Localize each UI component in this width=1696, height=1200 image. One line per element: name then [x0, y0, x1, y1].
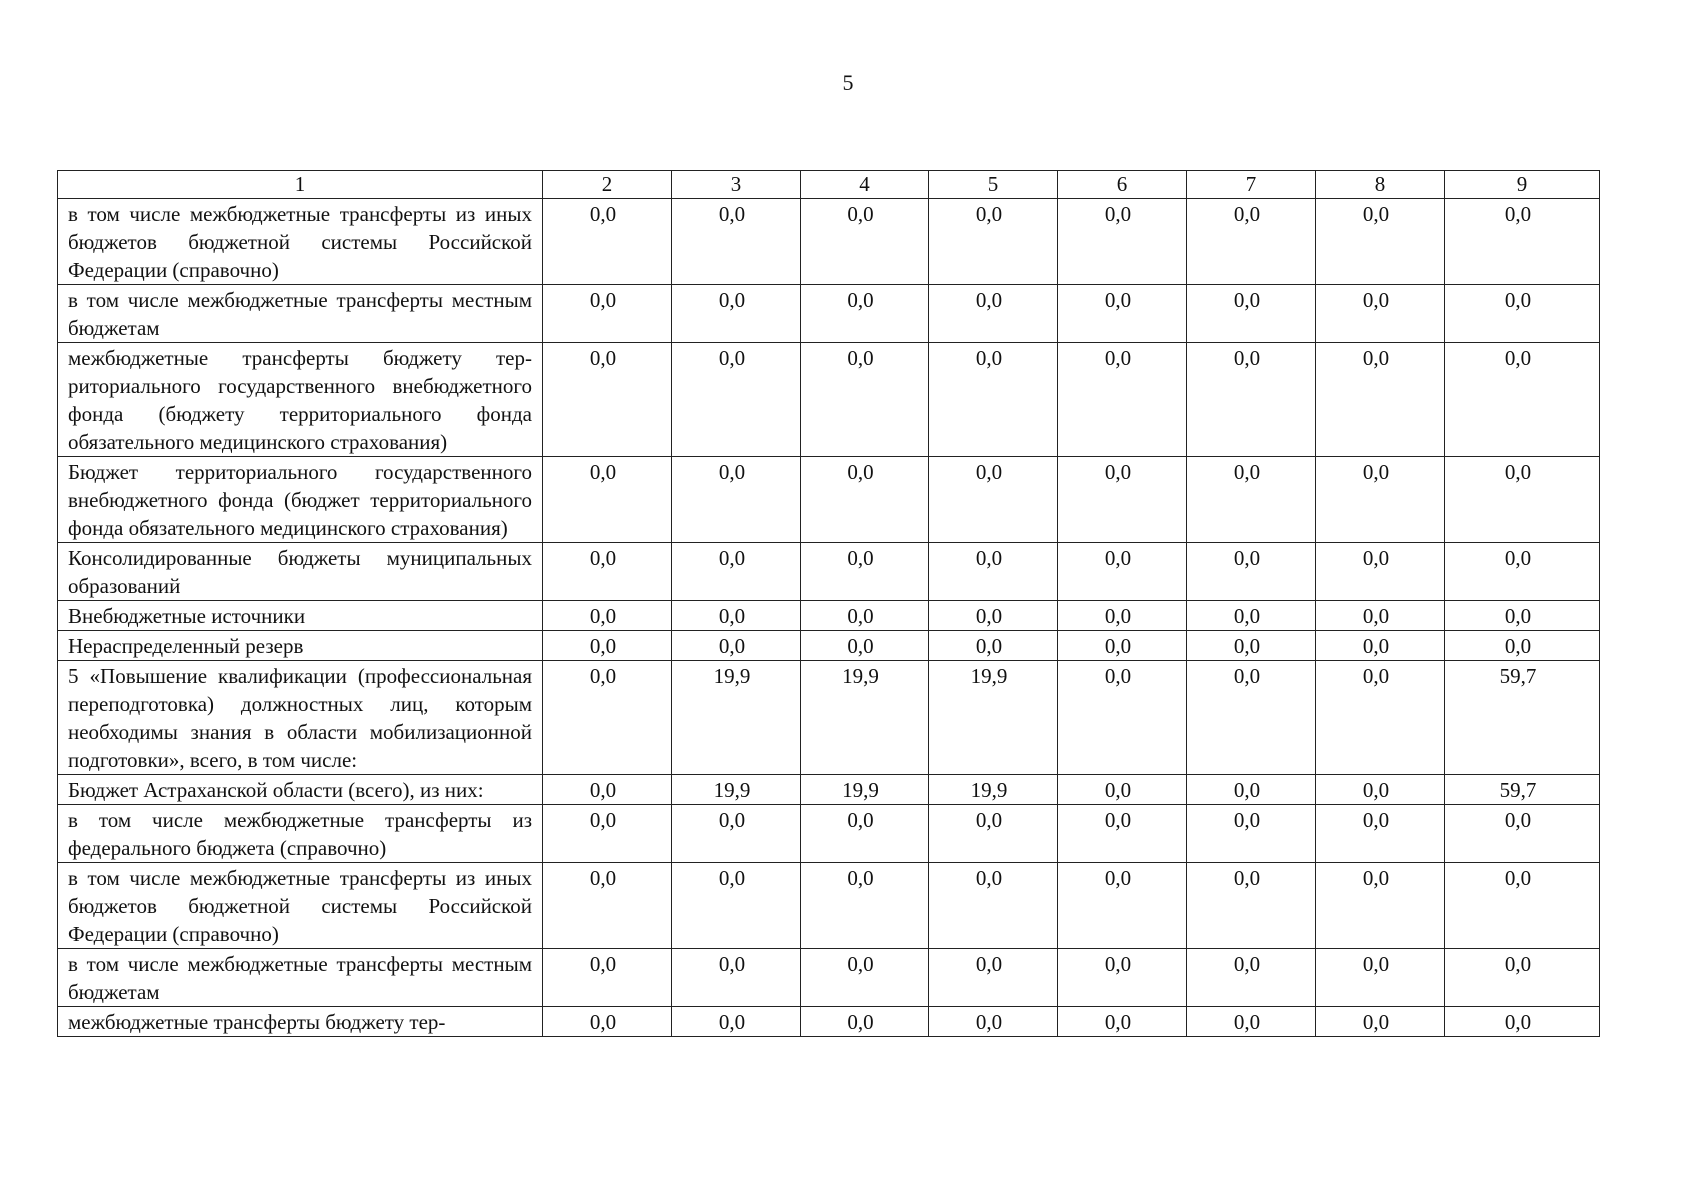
value-cell: 0,0 [1058, 601, 1187, 631]
value-cell: 0,0 [1445, 949, 1600, 1007]
row-label: Внебюджетные источники [58, 601, 543, 631]
value-cell: 0,0 [1187, 457, 1316, 543]
column-header: 8 [1316, 171, 1445, 199]
value-cell: 0,0 [672, 543, 801, 601]
value-cell: 0,0 [1316, 631, 1445, 661]
value-cell: 0,0 [672, 1007, 801, 1037]
value-cell: 0,0 [929, 949, 1058, 1007]
value-cell: 0,0 [1058, 805, 1187, 863]
value-cell: 0,0 [801, 805, 929, 863]
value-cell: 19,9 [801, 661, 929, 775]
value-cell: 0,0 [1187, 863, 1316, 949]
value-cell: 0,0 [929, 343, 1058, 457]
value-cell: 0,0 [929, 863, 1058, 949]
row-label: в том числе межбюджетные трансферты из иных бюджетов бюджетной системы Российской Федерации (справочно) [58, 863, 543, 949]
table-body [58, 199, 1600, 1037]
value-cell: 0,0 [543, 775, 672, 805]
value-cell: 0,0 [543, 631, 672, 661]
value-cell: 59,7 [1445, 661, 1600, 775]
value-cell: 0,0 [1058, 949, 1187, 1007]
page-number: 5 [842, 70, 854, 95]
value-cell: 0,0 [929, 1007, 1058, 1037]
value-cell: 0,0 [801, 343, 929, 457]
value-cell: 0,0 [1058, 775, 1187, 805]
value-cell: 0,0 [1058, 543, 1187, 601]
value-cell: 0,0 [1445, 601, 1600, 631]
value-cell: 0,0 [1445, 543, 1600, 601]
value-cell: 0,0 [672, 343, 801, 457]
value-cell: 0,0 [543, 199, 672, 285]
value-cell: 0,0 [801, 601, 929, 631]
column-header: 9 [1445, 171, 1600, 199]
value-cell: 0,0 [1316, 199, 1445, 285]
value-cell: 0,0 [672, 457, 801, 543]
value-cell: 0,0 [1187, 805, 1316, 863]
value-cell: 0,0 [929, 601, 1058, 631]
value-cell: 0,0 [672, 601, 801, 631]
row-label: межбюджетные трансферты бюджету тер- [58, 1007, 543, 1037]
value-cell: 0,0 [929, 457, 1058, 543]
row-label: Бюджет территориального государственного внебюджетного фонда (бюджет территориального фонда обязательного медицинского страхования) [58, 457, 543, 543]
value-cell: 59,7 [1445, 775, 1600, 805]
value-cell: 0,0 [543, 661, 672, 775]
value-cell: 0,0 [801, 863, 929, 949]
value-cell: 0,0 [672, 949, 801, 1007]
value-cell: 19,9 [929, 661, 1058, 775]
table-row [58, 199, 1600, 285]
table-row [58, 601, 1600, 631]
value-cell: 0,0 [1316, 661, 1445, 775]
value-cell: 0,0 [929, 199, 1058, 285]
value-cell: 0,0 [1187, 343, 1316, 457]
row-label: Бюджет Астраханской области (всего), из них: [58, 775, 543, 805]
value-cell: 0,0 [801, 631, 929, 661]
value-cell: 0,0 [1187, 199, 1316, 285]
table-row [58, 285, 1600, 343]
value-cell: 19,9 [801, 775, 929, 805]
table-row [58, 343, 1600, 457]
row-label: Консолидированные бюджеты муниципальных образований [58, 543, 543, 601]
column-header: 4 [801, 171, 929, 199]
value-cell: 0,0 [1058, 1007, 1187, 1037]
value-cell: 0,0 [1316, 457, 1445, 543]
value-cell: 0,0 [1316, 805, 1445, 863]
value-cell: 0,0 [1316, 601, 1445, 631]
column-header: 7 [1187, 171, 1316, 199]
row-label: межбюджетные трансферты бюджету территориального государственного внебюджетного фонда (бюджету территориального фонда обязательного медицинского страхования) [58, 343, 543, 457]
value-cell: 0,0 [543, 543, 672, 601]
value-cell: 0,0 [1445, 631, 1600, 661]
row-label: в том числе межбюджетные трансферты из иных бюджетов бюджетной системы Российской Федерации (справочно) [58, 199, 543, 285]
value-cell: 0,0 [929, 805, 1058, 863]
value-cell: 0,0 [1445, 199, 1600, 285]
value-cell: 0,0 [1316, 543, 1445, 601]
value-cell: 0,0 [1445, 343, 1600, 457]
value-cell: 0,0 [672, 805, 801, 863]
value-cell: 0,0 [543, 949, 672, 1007]
value-cell: 0,0 [543, 1007, 672, 1037]
value-cell: 19,9 [672, 661, 801, 775]
value-cell: 0,0 [1445, 805, 1600, 863]
value-cell: 0,0 [801, 1007, 929, 1037]
value-cell: 0,0 [1316, 343, 1445, 457]
value-cell: 0,0 [672, 199, 801, 285]
value-cell: 0,0 [672, 285, 801, 343]
table-row [58, 457, 1600, 543]
value-cell: 0,0 [929, 631, 1058, 661]
row-label: в том числе межбюджетные трансферты местным бюджетам [58, 949, 543, 1007]
value-cell: 0,0 [1316, 1007, 1445, 1037]
value-cell: 0,0 [672, 631, 801, 661]
value-cell: 0,0 [1187, 949, 1316, 1007]
value-cell: 0,0 [543, 457, 672, 543]
value-cell: 0,0 [1058, 343, 1187, 457]
value-cell: 0,0 [1445, 457, 1600, 543]
value-cell: 0,0 [1187, 285, 1316, 343]
value-cell: 0,0 [929, 543, 1058, 601]
value-cell: 0,0 [1187, 661, 1316, 775]
column-header: 2 [543, 171, 672, 199]
value-cell: 0,0 [1187, 775, 1316, 805]
value-cell: 0,0 [543, 863, 672, 949]
value-cell: 0,0 [801, 949, 929, 1007]
value-cell: 0,0 [1445, 863, 1600, 949]
value-cell: 0,0 [543, 285, 672, 343]
row-label: в том числе межбюджетные трансферты из федерального бюджета (справочно) [58, 805, 543, 863]
value-cell: 0,0 [1058, 285, 1187, 343]
row-label: в том числе межбюджетные трансферты местным бюджетам [58, 285, 543, 343]
value-cell: 0,0 [929, 285, 1058, 343]
column-header: 6 [1058, 171, 1187, 199]
table-row [58, 1007, 1600, 1037]
value-cell: 19,9 [929, 775, 1058, 805]
value-cell: 0,0 [1187, 543, 1316, 601]
value-cell: 0,0 [1316, 775, 1445, 805]
column-header: 3 [672, 171, 801, 199]
column-header: 5 [929, 171, 1058, 199]
table-row [58, 949, 1600, 1007]
value-cell: 0,0 [1058, 457, 1187, 543]
value-cell: 0,0 [1445, 285, 1600, 343]
budget-table [57, 170, 1600, 1037]
value-cell: 0,0 [1058, 863, 1187, 949]
column-header: 1 [58, 171, 543, 199]
value-cell: 0,0 [1187, 1007, 1316, 1037]
table-row [58, 805, 1600, 863]
value-cell: 0,0 [543, 601, 672, 631]
table-row [58, 863, 1600, 949]
value-cell: 0,0 [801, 199, 929, 285]
value-cell: 0,0 [1058, 199, 1187, 285]
value-cell: 0,0 [801, 457, 929, 543]
table-row [58, 775, 1600, 805]
table-row [58, 631, 1600, 661]
row-label: 5 «Повышение квалификации (профессиональная переподготовка) должностных лиц, которым необходимы знания в области мобилизационной подготовки», всего, в том числе: [58, 661, 543, 775]
value-cell: 0,0 [1187, 601, 1316, 631]
value-cell: 0,0 [1316, 285, 1445, 343]
value-cell: 0,0 [672, 863, 801, 949]
table-row [58, 661, 1600, 775]
value-cell: 0,0 [1316, 863, 1445, 949]
row-label: Нераспределенный резерв [58, 631, 543, 661]
header-row [58, 171, 1600, 199]
value-cell: 0,0 [1058, 661, 1187, 775]
value-cell: 0,0 [543, 343, 672, 457]
value-cell: 0,0 [1058, 631, 1187, 661]
value-cell: 0,0 [543, 805, 672, 863]
value-cell: 19,9 [672, 775, 801, 805]
value-cell: 0,0 [801, 285, 929, 343]
value-cell: 0,0 [1445, 1007, 1600, 1037]
table-row [58, 543, 1600, 601]
value-cell: 0,0 [1316, 949, 1445, 1007]
value-cell: 0,0 [801, 543, 929, 601]
value-cell: 0,0 [1187, 631, 1316, 661]
